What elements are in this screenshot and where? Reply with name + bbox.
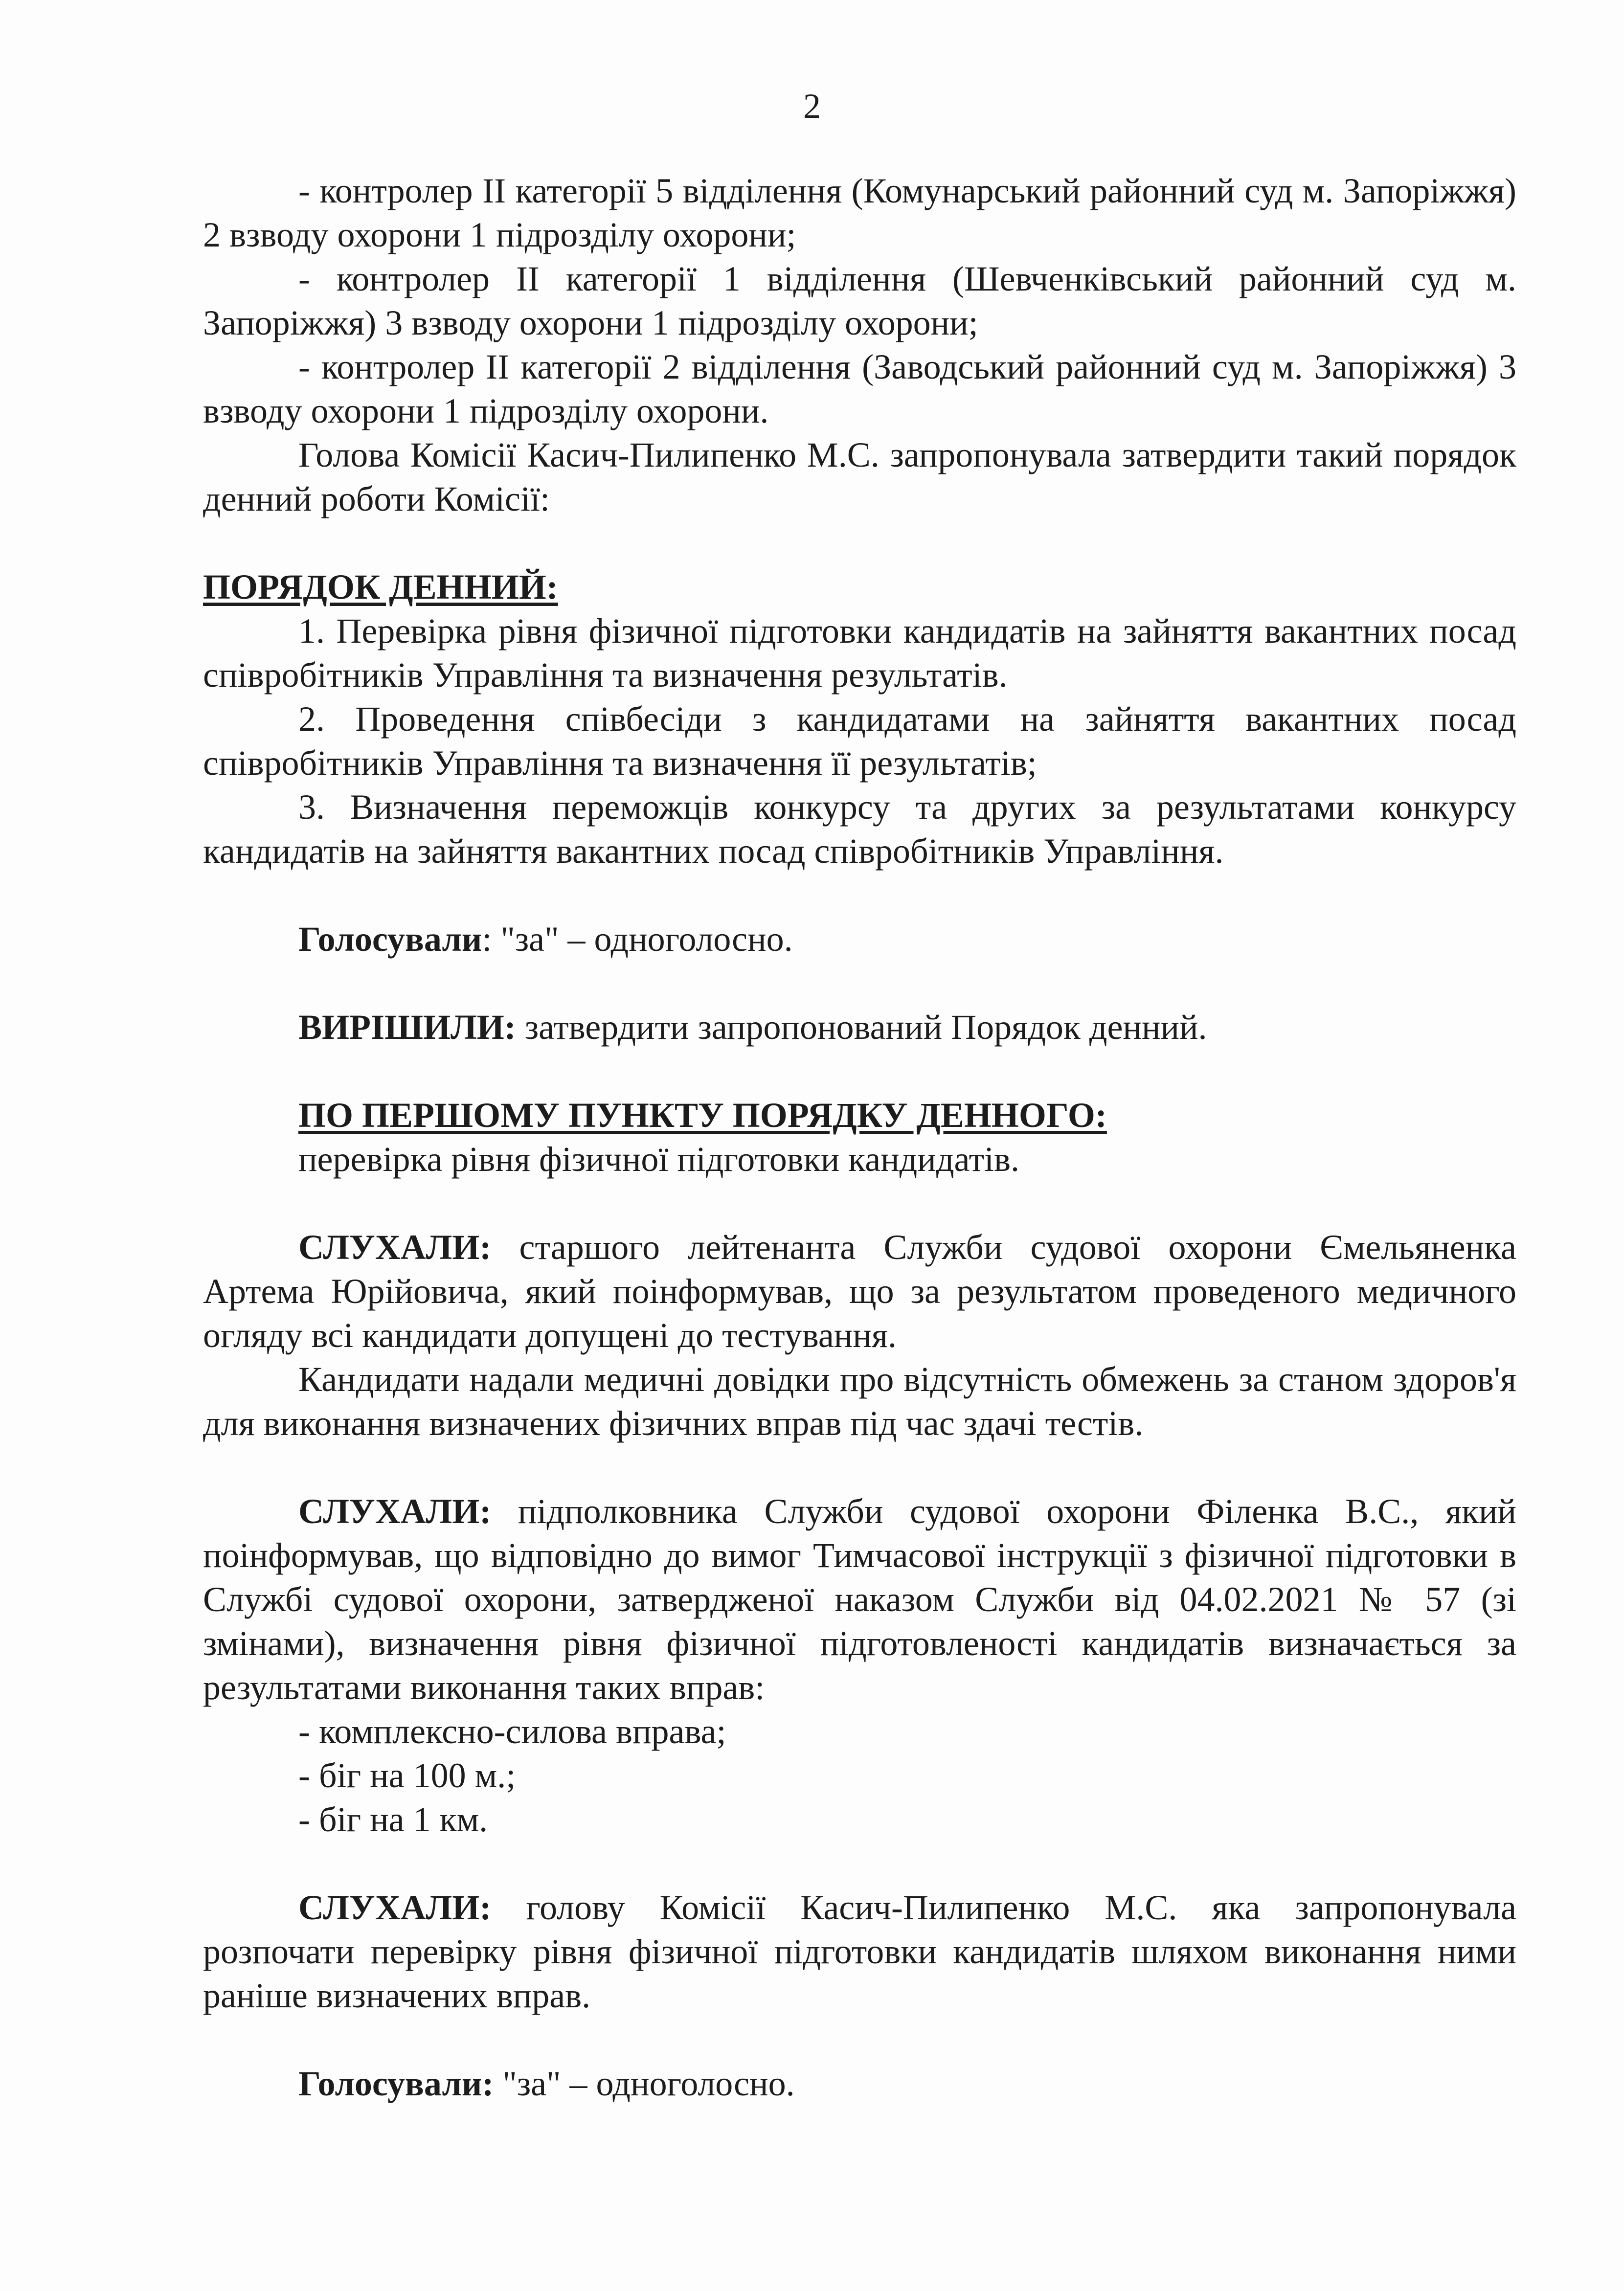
heard-label: СЛУХАЛИ: bbox=[298, 1228, 492, 1267]
agenda-title: ПОРЯДОК ДЕННИЙ: bbox=[203, 567, 558, 606]
agenda-item: 3. Визначення переможців конкурсу та других за результатами конкурсу кандидатів на зайняття вакантних посад співробітників Управління. bbox=[203, 787, 1516, 871]
spacer bbox=[203, 961, 1516, 1005]
spacer bbox=[203, 2018, 1516, 2062]
heard-followup: Кандидати надали медичні довідки про відсутність обмежень за станом здоров'я для виконання визначених фізичних вправ під час здачі тестів. bbox=[203, 1360, 1516, 1443]
agenda-item: 1. Перевірка рівня фізичної підготовки кандидатів на зайняття вакантних посад співробітників Управління та визначення результатів. bbox=[203, 611, 1516, 695]
decision-line bbox=[203, 1005, 1516, 1049]
heard-text: старшого лейтенанта Служби судової охорони Ємельяненка Артема Юрійовича, який поінформував, що за результатом проведеного медичного огляду всі кандидати допущені до тестування. bbox=[203, 1228, 1516, 1355]
spacer bbox=[203, 1181, 1516, 1225]
decision-label: ВИРІШИЛИ: bbox=[298, 1008, 516, 1047]
intro-item: - контролер ІІ категорії 2 відділення (Заводський районний суд м. Запоріжжя) 3 взводу охорони 1 підрозділу охорони. bbox=[203, 347, 1516, 430]
heard-paragraph bbox=[203, 1489, 1516, 1709]
spacer bbox=[203, 1842, 1516, 1886]
spacer bbox=[203, 521, 1516, 565]
heard-label: СЛУХАЛИ: bbox=[298, 1492, 492, 1531]
document-body bbox=[203, 169, 1516, 2106]
vote-text: : "за" – одноголосно. bbox=[482, 920, 793, 959]
spacer bbox=[203, 873, 1516, 917]
chair-proposal: Голова Комісії Касич-Пилипенко М.С. запропонувала затвердити такий порядок денний роботи Комісії: bbox=[203, 435, 1516, 518]
intro-item: - контролер ІІ категорії 5 відділення (Комунарський районний суд м. Запоріжжя) 2 взводу охорони 1 підрозділу охорони; bbox=[203, 171, 1516, 254]
decision-text: затвердити запропонований Порядок денний. bbox=[516, 1008, 1207, 1047]
first-item-subtitle: перевірка рівня фізичної підготовки кандидатів. bbox=[298, 1140, 1020, 1179]
first-item-title: ПО ПЕРШОМУ ПУНКТУ ПОРЯДКУ ДЕННОГО: bbox=[298, 1096, 1107, 1135]
vote-line bbox=[203, 917, 1516, 961]
heard-label: СЛУХАЛИ: bbox=[298, 1888, 492, 1927]
exercise-item: - біг на 1 км. bbox=[298, 1800, 488, 1839]
intro-item: - контролер ІІ категорії 1 відділення (Шевченківський районний суд м. Запоріжжя) 3 взводу охорони 1 підрозділу охорони; bbox=[203, 259, 1516, 342]
spacer bbox=[203, 1049, 1516, 1093]
exercise-item: - комплексно-силова вправа; bbox=[298, 1712, 726, 1751]
vote-label: Голосували bbox=[298, 920, 482, 959]
vote-label: Голосували: bbox=[298, 2064, 494, 2103]
exercise-item: - біг на 100 м.; bbox=[298, 1756, 516, 1795]
vote-text: "за" – одноголосно. bbox=[494, 2064, 795, 2103]
heard-text: голову Комісії Касич-Пилипенко М.С. яка запропонувала розпочати перевірку рівня фізичної підготовки кандидатів шляхом виконання ними раніше визначених вправ. bbox=[203, 1888, 1516, 2015]
heard-paragraph bbox=[203, 1886, 1516, 2018]
spacer bbox=[203, 1445, 1516, 1489]
vote-line bbox=[203, 2062, 1516, 2106]
agenda-item: 2. Проведення співбесіди з кандидатами на зайняття вакантних посад співробітників Управління та визначення її результатів; bbox=[203, 699, 1516, 783]
heard-text: підполковника Служби судової охорони Філенка В.С., який поінформував, що відповідно до вимог Тимчасової інструкції з фізичної підготовки в Службі судової охорони, затвердженої наказом Служби від 04.02.2021 № 57 (зі змінами), визначення рівня фізичної підготовленості кандидатів визначається за результатами виконання таких вправ: bbox=[203, 1492, 1516, 1707]
heard-paragraph bbox=[203, 1225, 1516, 1357]
page-number: 2 bbox=[803, 87, 821, 126]
